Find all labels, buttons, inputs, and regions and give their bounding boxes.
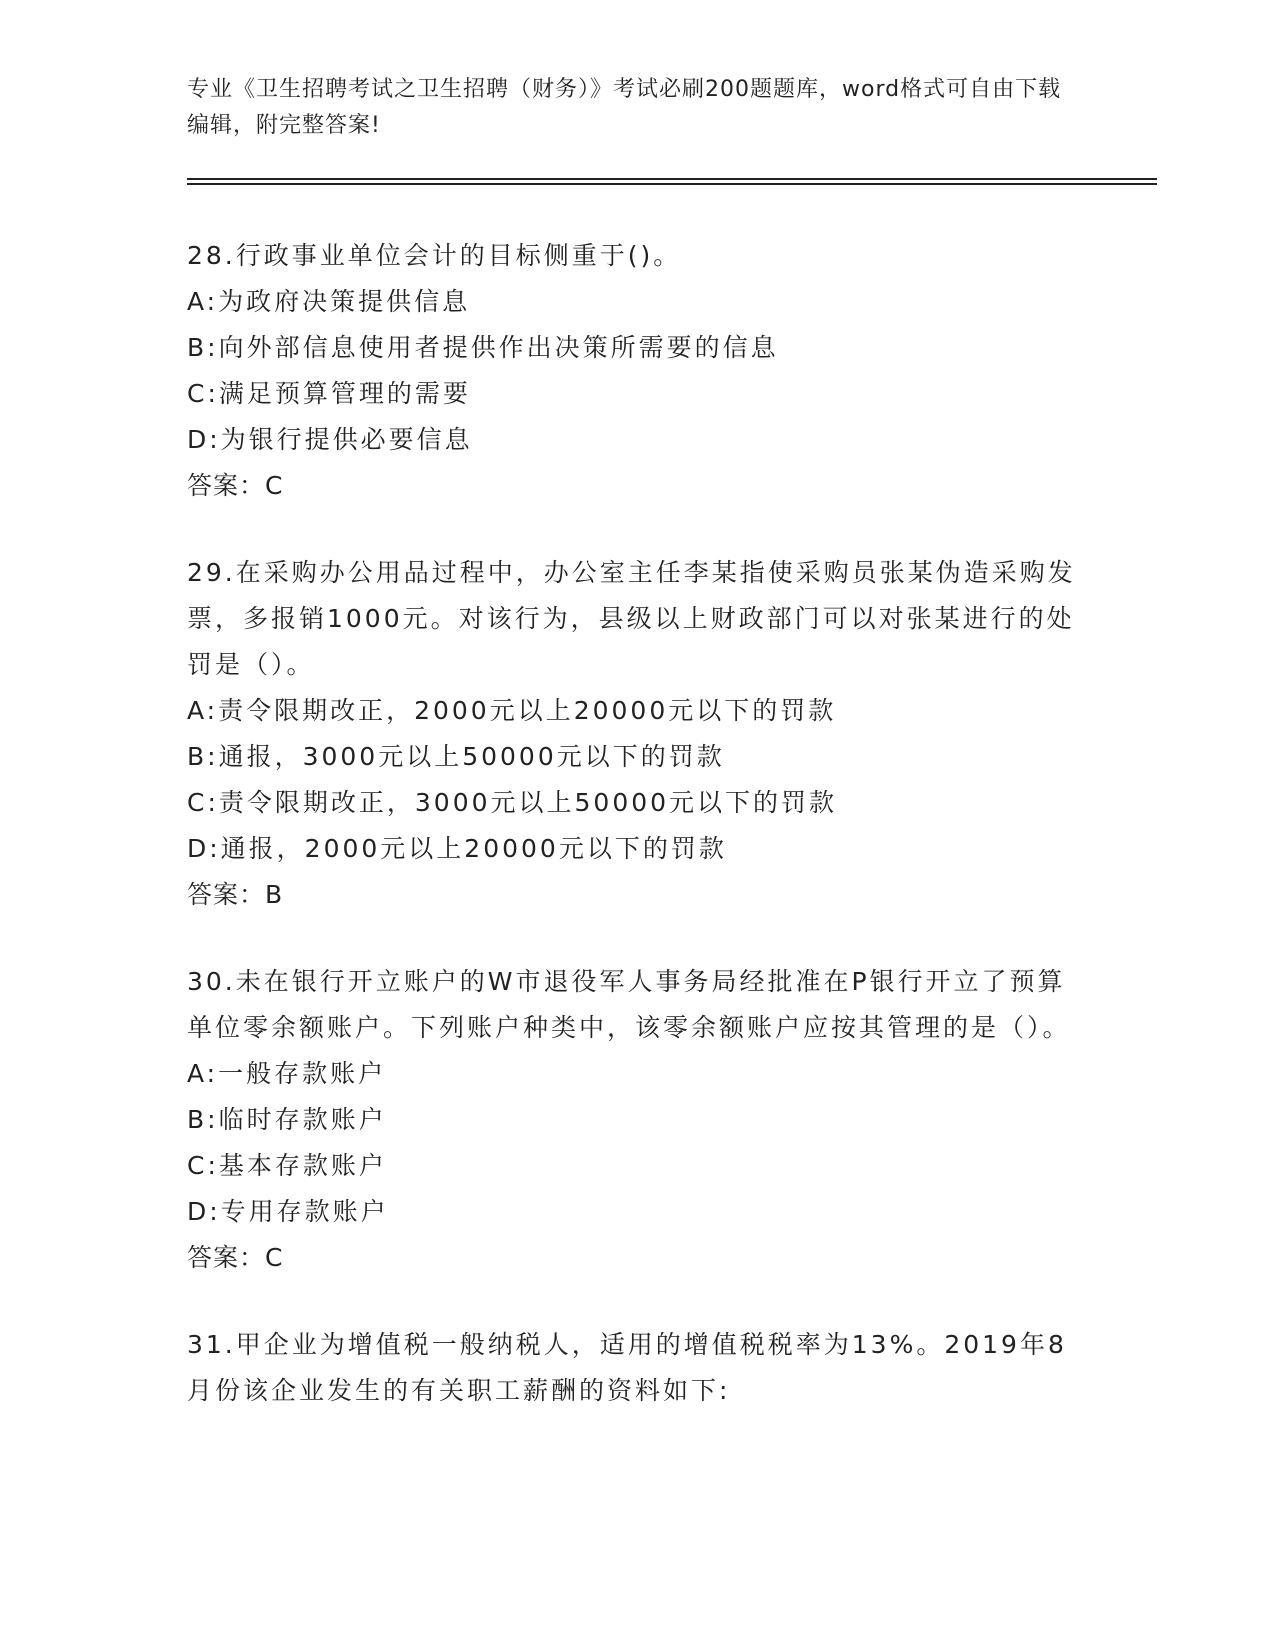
option-c: C:责令限期改正，3000元以上50000元以下的罚款 [187,788,838,817]
option-a: A:责令限期改正，2000元以上20000元以下的罚款 [187,696,837,725]
question-list [187,233,1087,1455]
option-d: D:专用存款账户 [187,1197,389,1226]
option-b: B:向外部信息使用者提供作出决策所需要的信息 [187,333,779,362]
option-b: B:临时存款账户 [187,1105,387,1134]
question-stem: 30.未在银行开立账户的W市退役军人事务局经批准在P银行开立了预算单位零余额账户。下列账户种类中，该零余额账户应按其管理的是（）。 [187,967,1071,1042]
question-28 [187,233,1087,509]
question-29 [187,550,1087,918]
question-31 [187,1322,1087,1414]
question-stem: 28.行政事业单位会计的目标侧重于()。 [187,241,682,270]
option-c: C:满足预算管理的需要 [187,379,471,408]
option-a: A:一般存款账户 [187,1059,387,1088]
header-divider-bottom [187,183,1157,185]
option-d: D:为银行提供必要信息 [187,425,473,454]
option-d: D:通报，2000元以上20000元以下的罚款 [187,834,727,863]
answer: 答案：C [187,1243,284,1272]
answer: 答案：B [187,880,284,909]
header-intro-text: 专业《卫生招聘考试之卫生招聘（财务）》考试必刷200题题库，word格式可自由下载编辑，附完整答案! [187,77,1062,138]
option-c: C:基本存款账户 [187,1151,387,1180]
question-stem: 29.在采购办公用品过程中，办公室主任李某指使采购员张某伪造采购发票，多报销1000元。对该行为，县级以上财政部门可以对张某进行的处罚是（）。 [187,558,1076,679]
question-stem: 31.甲企业为增值税一般纳税人，适用的增值税税率为13%。2019年8月份该企业发生的有关职工薪酬的资料如下: [187,1330,1067,1405]
header-divider-top [187,178,1157,180]
option-b: B:通报，3000元以上50000元以下的罚款 [187,742,725,771]
question-30 [187,959,1087,1281]
document-header [187,72,1067,144]
option-a: A:为政府决策提供信息 [187,287,471,316]
answer: 答案：C [187,471,284,500]
